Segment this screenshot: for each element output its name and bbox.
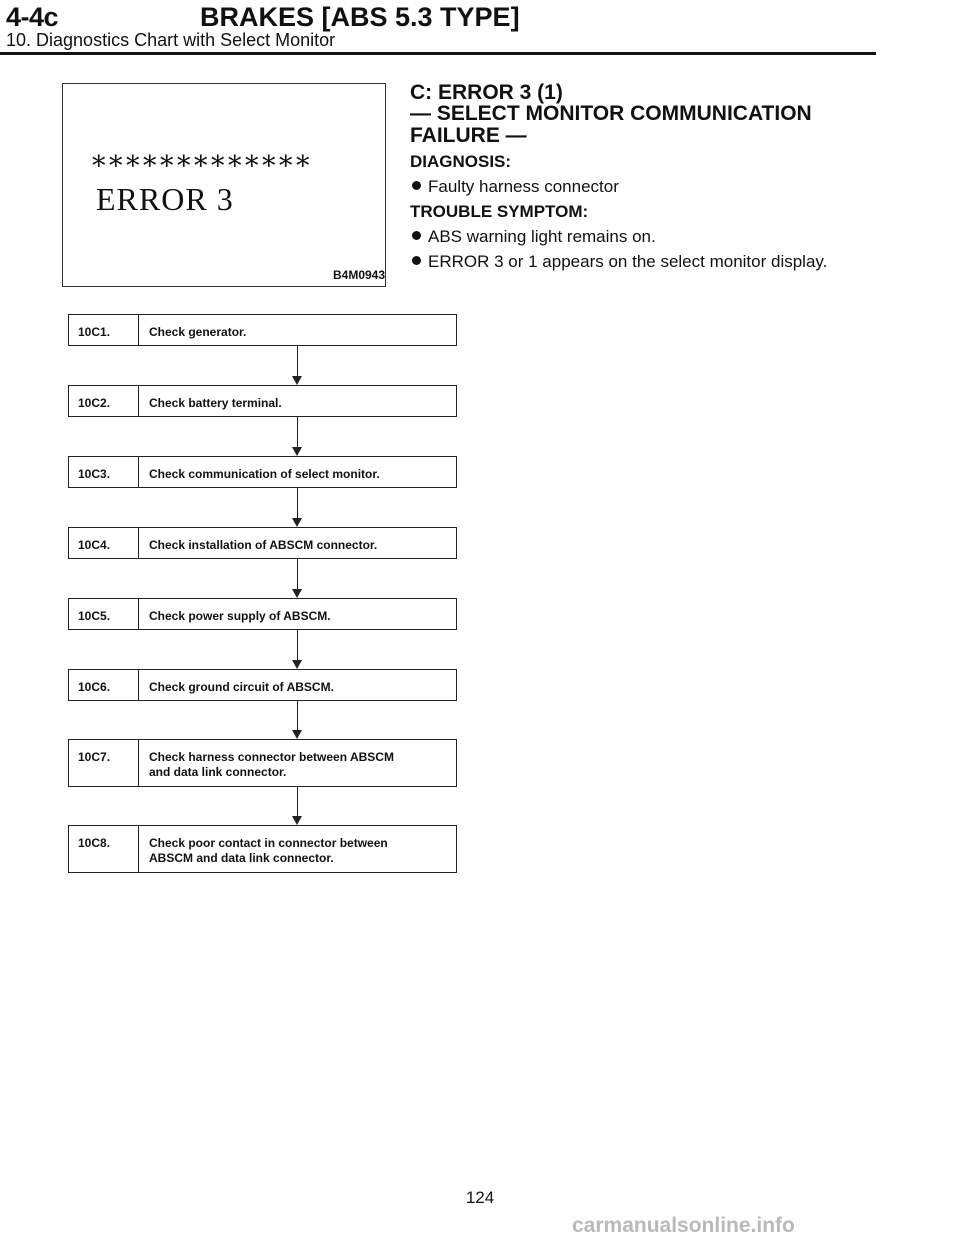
flow-step-10c2[interactable] [68, 385, 457, 417]
flow-step-10c1[interactable] [68, 314, 457, 346]
section-title-line-3: FAILURE — [410, 124, 527, 147]
step-code: 10C1. [69, 315, 139, 345]
step-code: 10C2. [69, 386, 139, 416]
bullet-icon [412, 256, 421, 265]
section-title-line-2: — SELECT MONITOR COMMUNICATION [410, 102, 812, 125]
step-code: 10C4. [69, 528, 139, 558]
flow-connector [297, 701, 298, 730]
figure-code: B4M0943 [333, 268, 386, 282]
symptom-label: TROUBLE SYMPTOM: [410, 202, 589, 221]
symptom-item: ERROR 3 or 1 appears on the select monitor display. [412, 252, 827, 272]
header-rule [0, 52, 876, 55]
flow-connector [297, 787, 298, 816]
page-title: BRAKES [ABS 5.3 TYPE] [200, 2, 520, 32]
flow-step-10c6[interactable] [68, 669, 457, 701]
arrow-down-icon [292, 518, 302, 527]
page-number: 124 [465, 1188, 495, 1207]
step-text: Check communication of select monitor. [149, 467, 380, 481]
diagnosis-item: Faulty harness connector [412, 177, 619, 197]
flow-step-10c4[interactable] [68, 527, 457, 559]
section-title-line-1: C: ERROR 3 (1) [410, 81, 563, 104]
arrow-down-icon [292, 816, 302, 825]
step-text: Check ground circuit of ABSCM. [149, 680, 334, 694]
flow-step-10c7[interactable] [68, 739, 457, 787]
step-text: Check harness connector between ABSCM and data link connector. [149, 750, 394, 779]
diagnosis-label: DIAGNOSIS: [410, 152, 512, 171]
flow-step-10c3[interactable] [68, 456, 457, 488]
arrow-down-icon [292, 730, 302, 739]
arrow-down-icon [292, 447, 302, 456]
symptom-item: ABS warning light remains on. [412, 227, 656, 247]
flow-connector [297, 559, 298, 589]
page-subtitle: 10. Diagnostics Chart with Select Monitor [6, 30, 336, 50]
step-code: 10C8. [69, 826, 139, 872]
step-code: 10C5. [69, 599, 139, 629]
bullet-icon [412, 181, 421, 190]
step-text: Check installation of ABSCM connector. [149, 538, 378, 552]
step-code: 10C6. [69, 670, 139, 700]
step-text: Check power supply of ABSCM. [149, 609, 331, 623]
step-text: Check generator. [149, 325, 247, 339]
flow-connector [297, 488, 298, 518]
section-code: 4-4c [6, 2, 59, 32]
flow-step-10c5[interactable] [68, 598, 457, 630]
flow-connector [297, 346, 298, 376]
display-error-text: ERROR 3 [96, 181, 234, 217]
step-text: Check poor contact in connector between ABSCM and data link connector. [149, 836, 388, 865]
arrow-down-icon [292, 660, 302, 669]
flow-connector [297, 630, 298, 660]
flow-connector [297, 417, 298, 447]
site-watermark: carmanualsonline.info [572, 1214, 795, 1237]
step-code: 10C3. [69, 457, 139, 487]
arrow-down-icon [292, 376, 302, 385]
arrow-down-icon [292, 589, 302, 598]
step-code: 10C7. [69, 740, 139, 786]
step-text: Check battery terminal. [149, 396, 282, 410]
display-asterisk-row: ************* [92, 151, 313, 182]
bullet-icon [412, 231, 421, 240]
flow-step-10c8[interactable] [68, 825, 457, 873]
